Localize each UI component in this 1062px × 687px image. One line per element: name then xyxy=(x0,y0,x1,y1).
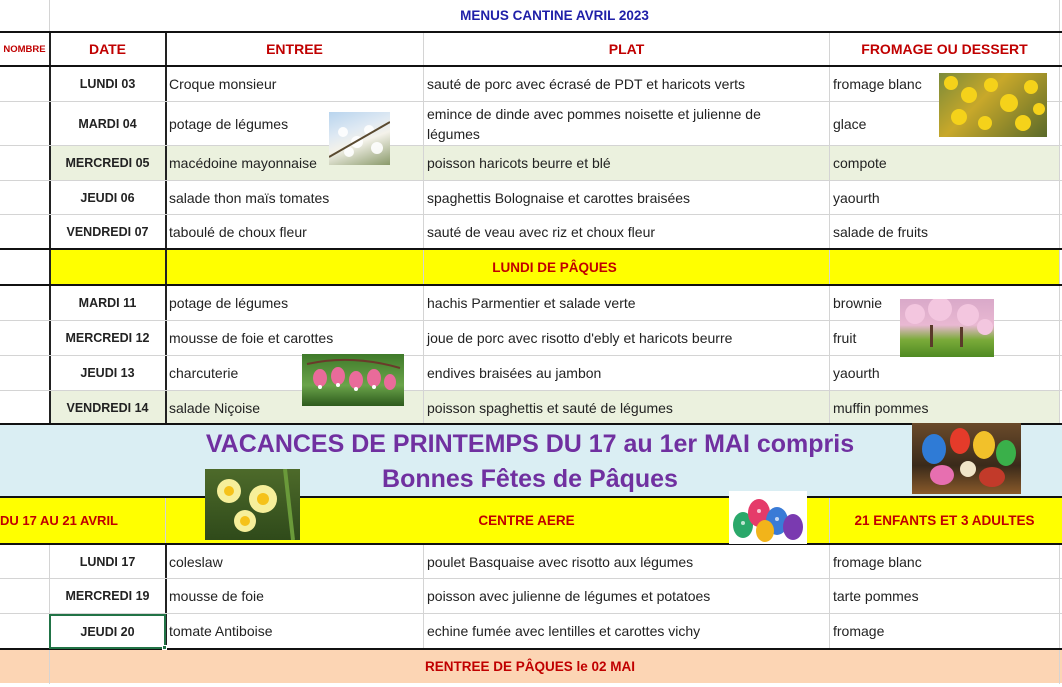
table-row-date: VENDREDI 07 xyxy=(66,224,149,239)
entree-cell: charcuterie xyxy=(169,365,239,381)
entree-cell: tomate Antiboise xyxy=(169,623,273,639)
plat-cell: endives braisées au jambon xyxy=(427,365,602,381)
entree-cell: potage de légumes xyxy=(169,115,289,132)
table-row-date: LUNDI 03 xyxy=(79,77,136,91)
centre-period: DU 17 AU 21 AVRIL xyxy=(0,513,118,528)
table-row-date: VENDREDI 14 xyxy=(66,400,149,415)
table-row-date: LUNDI 17 xyxy=(79,554,136,569)
dessert-cell: glace xyxy=(833,115,867,132)
dessert-cell: muffin pommes xyxy=(833,399,929,416)
cherry-blossom-photo xyxy=(900,299,994,357)
easter-monday-label: LUNDI DE PÂQUES xyxy=(492,259,617,275)
centre-count: 21 ENFANTS ET 3 ADULTES xyxy=(854,513,1035,528)
easter-eggs-photo xyxy=(729,491,807,544)
dessert-cell: yaourth xyxy=(833,365,880,381)
entree-cell: mousse de foie et carottes xyxy=(169,330,334,346)
header-date: DATE xyxy=(88,41,127,57)
centre-label: CENTRE AERE xyxy=(478,513,575,528)
plat-cell: joue de porc avec risotto d'ebly et haricots beurre xyxy=(427,330,733,346)
rentree-label: RENTREE DE PÂQUES le 02 MAI xyxy=(424,658,636,674)
entree-cell: salade Niçoise xyxy=(169,399,261,416)
header-plat: PLAT xyxy=(608,41,645,57)
table-row-date: MARDI 04 xyxy=(78,116,137,131)
plat-cell: poisson haricots beurre et blé xyxy=(427,155,611,171)
header-entree: ENTREE xyxy=(266,41,323,57)
entree-cell: Croque monsieur xyxy=(169,76,277,92)
table-row-date: JEUDI 13 xyxy=(80,366,135,380)
plat-cell: poulet Basquaise avec risotto aux légumes xyxy=(427,553,694,570)
plat-cell: sauté de veau avec riz et choux fleur xyxy=(427,223,656,240)
table-row-date: MERCREDI 19 xyxy=(65,589,150,603)
plat-cell: spaghettis Bolognaise et carottes braisées xyxy=(427,189,691,206)
vacances-line1: VACANCES DE PRINTEMPS DU 17 au 1er MAI compris xyxy=(205,429,855,458)
selected-cell[interactable]: JEUDI 20 xyxy=(49,614,166,649)
blossom-photo xyxy=(329,112,390,165)
plat-cell: poisson avec julienne de légumes et potatoes xyxy=(427,588,711,604)
table-row-date: MERCREDI 05 xyxy=(65,156,150,170)
dessert-cell: yaourth xyxy=(833,189,880,206)
dessert-cell: fruit xyxy=(833,330,857,346)
table-row-date: JEUDI 06 xyxy=(80,190,135,205)
dessert-cell: tarte pommes xyxy=(833,588,919,604)
header-dessert: FROMAGE OU DESSERT xyxy=(861,41,1028,57)
header-nombre: NOMBRE xyxy=(3,43,46,55)
dessert-cell: fromage xyxy=(833,623,885,639)
easter-basket-photo xyxy=(912,423,1021,494)
dessert-cell: brownie xyxy=(833,295,883,311)
plat-cell: echine fumée avec lentilles et carottes vichy xyxy=(427,623,701,639)
table-row-date: MARDI 11 xyxy=(78,296,137,310)
dessert-cell: fromage blanc xyxy=(833,553,922,570)
dessert-cell: compote xyxy=(833,155,887,171)
table-row-date: MERCREDI 12 xyxy=(65,331,150,345)
entree-cell: potage de légumes xyxy=(169,295,289,311)
bleeding-heart-photo xyxy=(302,354,404,406)
plat-cell: poisson spaghettis et sauté de légumes xyxy=(427,399,673,416)
page-title: MENUS CANTINE AVRIL 2023 xyxy=(460,7,649,23)
entree-cell: salade thon maïs tomates xyxy=(169,189,330,206)
dessert-cell: fromage blanc xyxy=(833,76,922,92)
entree-cell: mousse de foie xyxy=(169,588,264,604)
dessert-cell: salade de fruits xyxy=(833,223,928,240)
entree-cell: taboulé de choux fleur xyxy=(169,223,307,240)
vacances-line2: Bonnes Fêtes de Pâques xyxy=(382,464,678,493)
yellow-flowers-photo xyxy=(939,73,1047,137)
entree-cell: coleslaw xyxy=(169,553,223,570)
plat-cell: emince de dinde avec pommes noisette et julienne de légumes xyxy=(427,105,761,142)
plat-cell: sauté de porc avec écrasé de PDT et haricots verts xyxy=(427,76,746,92)
daffodils-photo xyxy=(205,469,300,540)
plat-cell: hachis Parmentier et salade verte xyxy=(427,295,636,311)
entree-cell: macédoine mayonnaise xyxy=(169,155,317,171)
